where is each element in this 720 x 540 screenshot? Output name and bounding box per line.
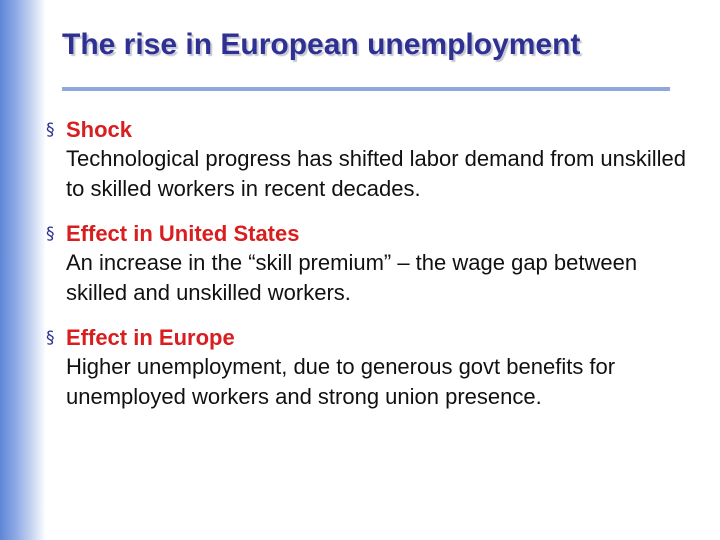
bullet-body: Technological progress has shifted labor demand from unskilled to skilled workers in recent decades.	[66, 146, 687, 201]
bullet-list	[46, 116, 696, 428]
bullet-marker-icon: §	[46, 224, 55, 244]
bullet-heading: Effect in Europe	[66, 325, 235, 350]
bullet-body: An increase in the “skill premium” – the wage gap between skilled and unskilled workers.	[66, 250, 638, 305]
title-underline	[62, 87, 670, 91]
bullet-marker-icon: §	[46, 120, 55, 140]
bullet-heading: Effect in United States	[66, 221, 300, 246]
bullet-heading: Shock	[66, 117, 133, 142]
bullet-marker-icon: §	[46, 328, 55, 348]
bullet-item-effect-us	[46, 220, 696, 308]
bullet-item-effect-europe	[46, 324, 696, 412]
bullet-item-shock	[46, 116, 696, 204]
bullet-body: Higher unemployment, due to generous govt benefits for unemployed workers and strong union presence.	[66, 354, 616, 409]
left-gradient-band	[0, 0, 46, 540]
slide-title: The rise in European unemployment	[62, 28, 581, 61]
